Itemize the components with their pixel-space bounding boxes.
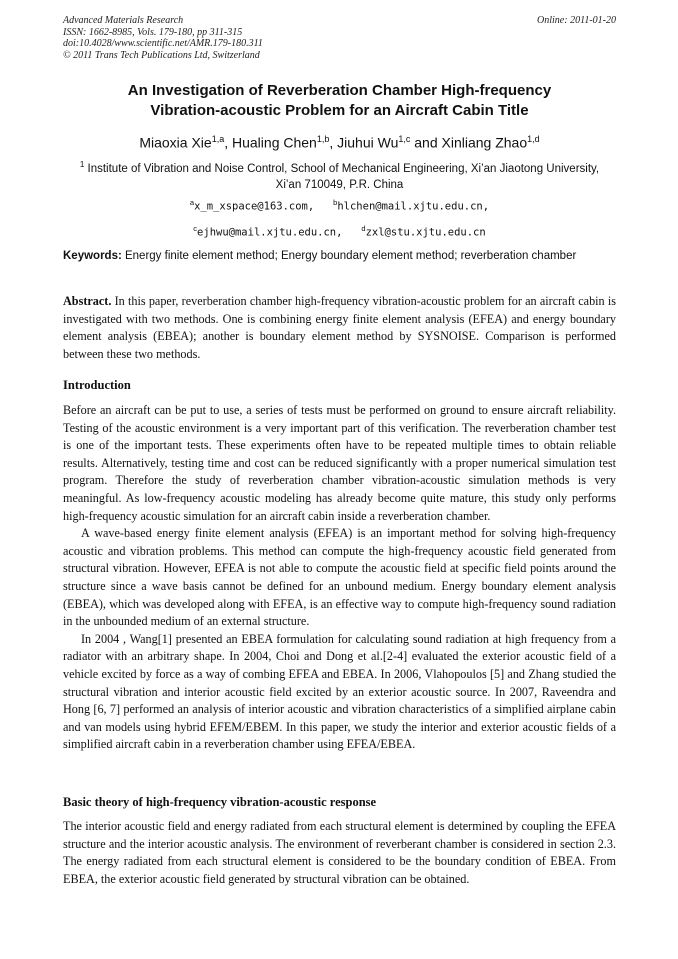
issn-line: ISSN: 1662-8985, Vols. 179-180, pp 311-315 [63,26,243,38]
section-heading-introduction: Introduction [63,378,131,392]
paragraph: The interior acoustic field and energy radiated from each structural element is determined by coupling the EFEA structure and the interior acoustic analysis. The environment of reverberant chamber is considered in section 2.3. The energy radiated from each structural element is considered to be the boundary condition of EBEA. From EBEA, the exterior acoustic field generated by structural vibration can be obtained. [63,819,616,886]
author-name: Xinliang Zhao [441,134,528,151]
email-sup: d [361,223,366,233]
journal-header [63,15,616,61]
author-affil-sup: 1,b [316,134,330,144]
author-separator: and [410,134,442,151]
affiliation-sup: 1 [79,160,85,169]
email-link[interactable]: x_m_xspace@163.com, [194,200,315,213]
email-sup: a [189,198,195,207]
copyright-line: © 2011 Trans Tech Publications Ltd, Switzerland [63,49,260,61]
paragraph: In 2004 , Wang[1] presented an EBEA formulation for calculating sound radiation at high frequency from a radiator with an arbitrary shape. In 2004, Choi and Dong et al.[2-4] evaluated the exterior acoustic field of a vehicle excited by force as a way of combing EFEA and EBEA. In 2006, Vlahopoulos [5] and Zhang studied the structural vibration and interior acoustic field excited by an exterior acoustic source. In 2007, Raveendra and Hong [6, 7] performed an analysis of interior acoustic and vibration characteristics of a simplified airplane cabin and van models using hybrid EFEM/EBEM. In this paper, we study the interior and exterior acoustic fields of a simplified aircraft cabin in a reverberation chamber using EFEA/EBEA. [63,631,616,752]
abstract-text: In this paper, reverberation chamber high-frequency vibration-acoustic problem for an aircraft cabin is investigated with two methods. One is combining energy finite element analysis (EFEA) and energy boundary element analysis (EBEA); another is boundary element method by SYSNOISE. Comparison is performed between these two methods. [63,294,616,361]
author-affil-sup: 1,c [398,134,411,144]
paragraph: Before an aircraft can be put to use, a series of tests must be performed on ground to ensure aircraft reliability. Testing of the acoustic environment is a very important part of this verification. The reverberation chamber test is one of the important tests. These experiments often have to be repeated multiple times to obtain reliable results. Alternatively, testing time and cost can be reduced significantly with a proper numerical simulation test program. Therefore the study of reverberation chamber vibration-acoustic simulation methods is very meaningful. As low-frequency acoustic modeling has already become quite mature, this study only performs high-frequency acoustic simulation for an aircraft cabin inside a reverberation chamber. [63,403,616,523]
basic-theory-body [63,818,616,888]
online-date: Online: 2011-01-20 [537,15,616,26]
email-link[interactable]: ejhwu@mail.xjtu.edu.cn, [197,226,343,238]
author-affil-sup: 1,a [211,134,225,144]
doi-line: doi:10.4028/www.scientific.net/AMR.179-180.311 [63,38,263,49]
abstract-label: Abstract. [63,294,112,308]
keywords-label: Keywords: [63,250,122,262]
paragraph: A wave-based energy finite element analysis (EFEA) is an important method for solving high-frequency acoustic and vibration problems. This method can compute the high-frequency acoustic field generated from structural vibration. However, EFEA is not able to compute the acoustic field at specific field points around the structure since a wave basis cannot be defined for an unbound medium. Energy boundary element analysis (EBEA), which was developed along with EFEA, is an effective way to compute high-frequency sound radiation in the unbounded medium of an external structure. [63,526,616,629]
affiliation-text: Institute of Vibration and Noise Control, School of Mechanical Engineering, Xi’an Jiaotong University, Xi’an 710049, P.R. China [84,162,600,191]
keywords [63,250,616,264]
keywords-text: Energy finite element method; Energy boundary element method; reverberation chamber [121,250,577,262]
email-sup: b [333,198,338,207]
author-separator: , [224,134,232,151]
author-name: Miaoxia Xie [139,134,212,151]
title-line-1: An Investigation of Reverberation Chamber High-frequency [127,82,552,99]
author-name: Hualing Chen [232,134,317,151]
journal-name: Advanced Materials Research [63,15,184,26]
title-line-2: Vibration-acoustic Problem for an Aircraft Cabin Title [150,102,529,119]
paper-title [63,81,616,121]
email-link[interactable]: zxl@stu.xjtu.edu.cn [365,226,486,238]
abstract [63,293,616,363]
email-block [63,192,616,243]
author-list [63,130,616,152]
affiliation [78,157,601,193]
author-name: Jiuhui Wu [337,134,399,151]
author-separator: , [329,134,338,151]
email-line-2 [63,218,616,244]
section-heading-basic-theory: Basic theory of high-frequency vibration-acoustic response [63,795,377,809]
email-line-1 [63,192,616,218]
introduction-body [63,402,616,754]
author-affil-sup: 1,d [527,134,540,144]
email-sup: c [193,223,198,233]
email-link[interactable]: hlchen@mail.xjtu.edu.cn, [337,200,490,213]
